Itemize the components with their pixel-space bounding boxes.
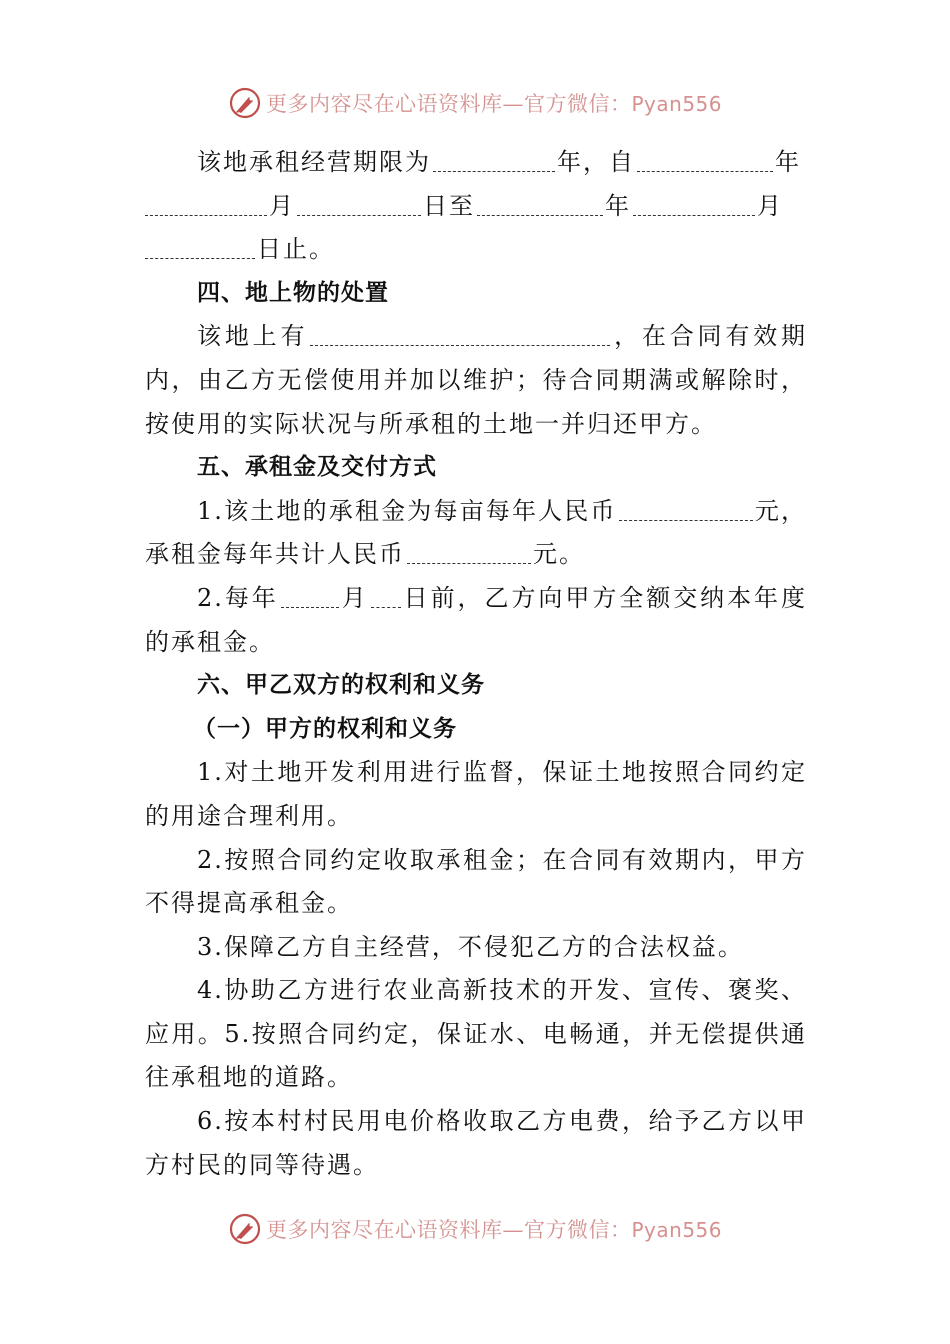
section-5-item-2: 2.每年 月 日前，乙方向甲方全额交纳本年度的承租金。 — [145, 583, 808, 656]
pen-nib-logo-icon — [228, 86, 262, 120]
watermark-text: 更多内容尽在心语资料库—官方微信：Pyan556 — [265, 1218, 722, 1242]
section-heading-4: 四、地上物的处置 — [197, 279, 389, 306]
section-heading-6: 六、甲乙双方的权利和义务 — [197, 672, 485, 699]
watermark-text: 更多内容尽在心语资料库—官方微信：Pyan556 — [265, 92, 722, 116]
party-a-item-1: 1.对土地开发利用进行监督，保证土地按照合同约定的用途合理利用。 — [145, 758, 807, 830]
section-4-paragraph: 该地上有 ，在合同有效期内，由乙方无偿使用并加以维护；待合同期满或解除时，按使用的实际状况与所承租的土地一并归还甲方。 — [145, 322, 808, 438]
watermark-header — [0, 83, 950, 123]
document-body — [145, 141, 807, 1187]
pen-nib-logo-icon — [228, 1212, 262, 1246]
lease-term-paragraph: 该地承租经营期限为 年，自 年 月 日至 年 月 日止。 — [145, 141, 807, 272]
party-a-item-6: 6.按本村村民用电价格收取乙方电费，给予乙方以甲方村民的同等待遇。 — [145, 1107, 807, 1179]
subsection-heading-party-a: （一）甲方的权利和义务 — [193, 715, 457, 742]
party-a-item-3: 3.保障乙方自主经营，不侵犯乙方的合法权益。 — [197, 932, 744, 961]
section-heading-5: 五、承租金及交付方式 — [197, 454, 437, 481]
party-a-item-4-5: 4.协助乙方进行农业高新技术的开发、宣传、褒奖、应用。5.按照合同约定，保证水、电畅通，并无偿提供通往承租地的道路。 — [145, 976, 807, 1092]
watermark-footer — [0, 1209, 950, 1249]
section-5-item-1: 1.该土地的承租金为每亩每年人民币 元，承租金每年共计人民币 元。 — [145, 496, 807, 569]
party-a-item-2: 2.按照合同约定收取承租金；在合同有效期内，甲方不得提高承租金。 — [145, 845, 807, 918]
